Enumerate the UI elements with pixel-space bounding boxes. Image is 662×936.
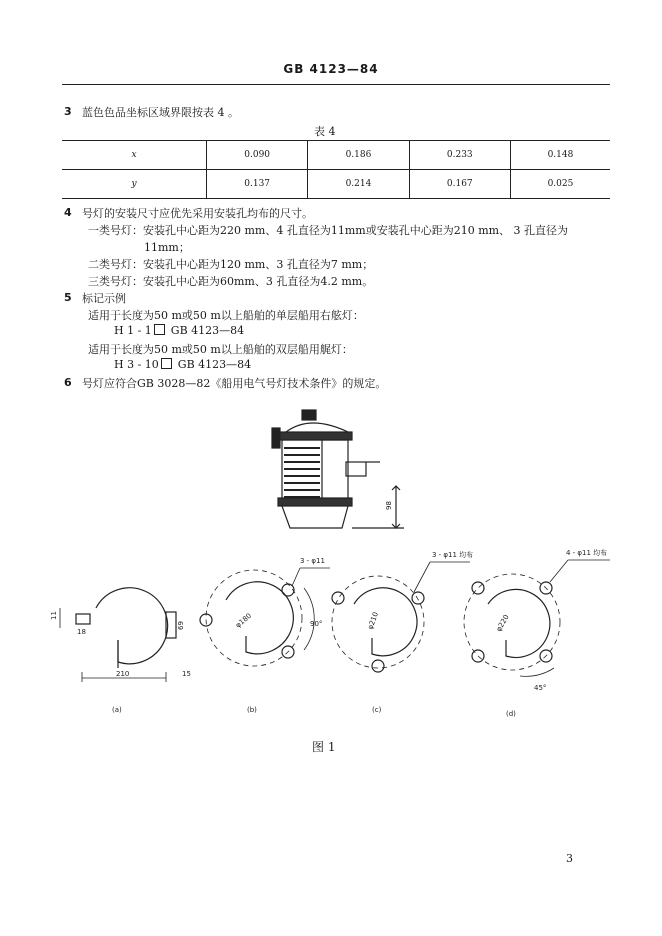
- angle-d: 45°: [534, 684, 547, 692]
- dim-a-69: 69: [177, 621, 185, 630]
- callout-b: 3 - φ11: [300, 557, 325, 565]
- section-4-number: 4: [64, 206, 72, 219]
- section-4-class1-cont: 11mm；: [144, 241, 190, 254]
- dim-a-18: 18: [77, 628, 86, 636]
- table-cell: 0.137: [207, 170, 308, 199]
- example-1-lamp-code: H 1 - 1: [114, 324, 152, 337]
- figure-c-label: (c): [372, 706, 382, 714]
- table-caption: 表 4: [314, 125, 336, 138]
- section-4-class1: 一类号灯：安装孔中心距为220 mm、4 孔直径为11mm或安装孔中心距为210 mm、 3 孔直径为: [88, 224, 569, 237]
- angle-b: 90°: [310, 620, 323, 628]
- row-label: x: [62, 141, 207, 170]
- table-cell: 0.025: [510, 170, 610, 199]
- diameter-d: φ220: [494, 613, 511, 633]
- figure-d-label: (d): [506, 710, 516, 718]
- figure-c-drawing: [332, 562, 470, 672]
- standard-number-header: GB 4123—84: [283, 62, 379, 76]
- example-1-standard: GB 4123—84: [170, 324, 245, 337]
- section-5-title: 标记示例: [82, 292, 126, 305]
- table-cell: 0.186: [308, 141, 409, 170]
- dim-a-15: 15: [182, 670, 191, 678]
- diameter-c: φ210: [366, 611, 381, 631]
- section-5-number: 5: [64, 291, 72, 304]
- dim-a-210: 210: [116, 670, 130, 678]
- section-6-number: 6: [64, 376, 72, 389]
- diameter-b: φ180: [234, 611, 254, 630]
- figure-b-label: (b): [247, 706, 257, 714]
- table-cell: 0.167: [409, 170, 510, 199]
- figure-d-drawing: [464, 560, 610, 676]
- figure-b-drawing: [200, 568, 330, 666]
- section-4-class2: 二类号灯：安装孔中心距为120 mm、3 孔直径为7 mm；: [88, 258, 374, 271]
- section-6-text: 号灯应符合GB 3028—82《船用电气号灯技术条件》的规定。: [82, 377, 387, 390]
- page-number: 3: [566, 852, 573, 865]
- callout-c: 3 - φ11 均布: [432, 551, 474, 559]
- section-4-intro: 号灯的安装尺寸应优先采用安装孔均布的尺寸。: [82, 207, 313, 220]
- row-label: y: [62, 170, 207, 199]
- figure-caption: 图 1: [312, 740, 336, 754]
- table-cell: 0.148: [510, 141, 610, 170]
- section-3-number: 3: [64, 105, 72, 118]
- section-4-class3: 三类号灯：安装孔中心距为60mm、3 孔直径为4.2 mm。: [88, 275, 374, 288]
- dim-a-11: 11: [50, 611, 58, 620]
- figure-a-label: (a): [112, 706, 122, 714]
- table-cell: 0.090: [207, 141, 308, 170]
- example-2-lamp-code: H 3 - 10: [114, 358, 159, 371]
- callout-d: 4 - φ11 均布: [566, 549, 608, 557]
- example-1-description: 适用于长度为50 m或50 m以上船舶的单层船用右舷灯：: [88, 309, 364, 322]
- example-2-description: 适用于长度为50 m或50 m以上船舶的双层船用艉灯：: [88, 343, 353, 356]
- lamp-height-label: 98: [385, 501, 393, 510]
- table-cell: 0.233: [409, 141, 510, 170]
- example-2-standard: GB 4123—84: [177, 358, 252, 371]
- section-3-text: 蓝色色品坐标区域界限按表 4 。: [82, 106, 239, 119]
- table-cell: 0.214: [308, 170, 409, 199]
